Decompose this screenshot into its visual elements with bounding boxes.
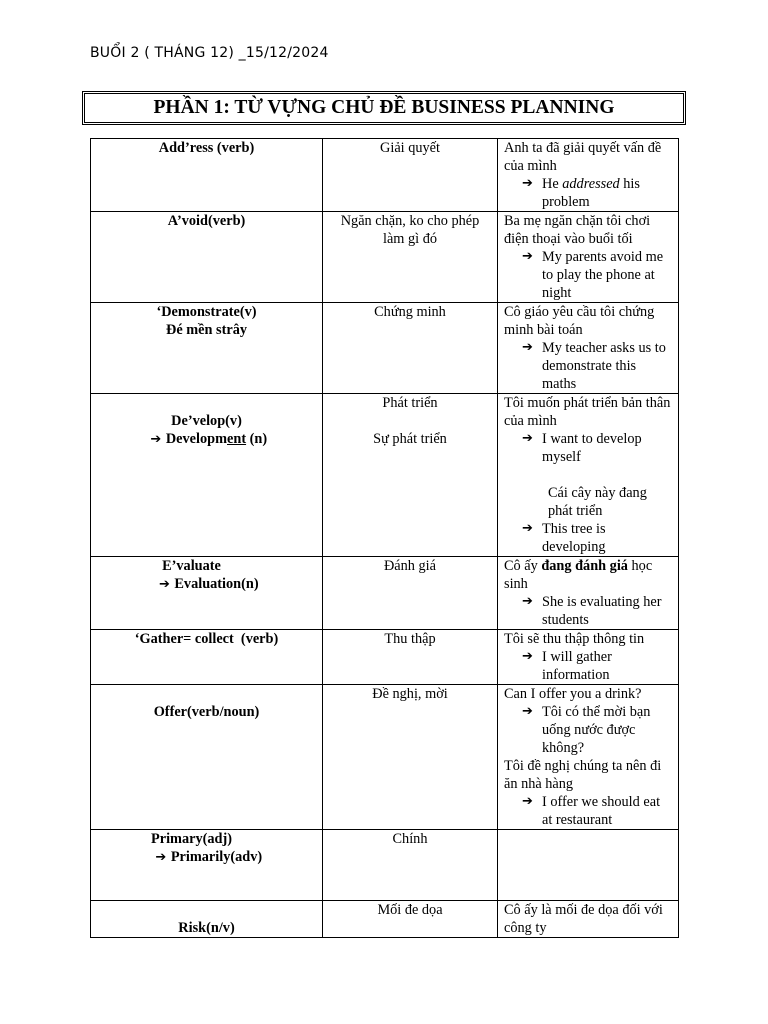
example-en-part: He — [542, 176, 563, 192]
meaning-cell — [323, 830, 498, 901]
example-en-text: She is evaluating her students — [542, 594, 662, 628]
term-word: Add’ress (verb) — [158, 140, 255, 156]
term-word: Risk(n/v) — [178, 920, 235, 936]
example-vi: Cái cây này đang phát triển — [548, 485, 647, 519]
section-title — [84, 93, 684, 123]
meaning-text: Đánh giá — [383, 558, 436, 574]
example-vi: Tôi đề nghị chúng ta nên đi ăn nhà hàng — [504, 758, 662, 792]
meaning-text: Mối đe dọa — [377, 902, 443, 918]
example-cell — [498, 901, 679, 938]
arrow-right-icon: ➔ — [522, 431, 533, 446]
example-en — [504, 593, 672, 629]
meaning-cell — [323, 303, 498, 394]
arrow-right-icon: ➔ — [150, 432, 162, 447]
term-cell — [91, 394, 323, 557]
meaning-cell — [323, 685, 498, 830]
table-row — [91, 394, 679, 557]
example-vi: Tôi sẽ thu thập thông tin — [504, 631, 645, 647]
term-derivative-text: Evaluation(n) — [174, 576, 259, 592]
arrow-right-icon: ➔ — [522, 649, 533, 664]
example-vi-part: học sinh — [504, 558, 653, 592]
example-en — [504, 648, 672, 684]
arrow-right-icon: ➔ — [522, 340, 533, 355]
example-en: Can I offer you a drink? — [504, 686, 642, 702]
example-en — [504, 430, 672, 466]
example-vi — [504, 557, 672, 593]
meaning-text: Đề nghị, mời — [372, 686, 448, 702]
meaning-text: Chứng minh — [374, 304, 446, 320]
term-cell — [91, 557, 323, 630]
meaning-cell — [323, 212, 498, 303]
meaning-text: Phát triển — [382, 395, 438, 411]
arrow-right-icon: ➔ — [155, 850, 167, 865]
example-vi-text: Tôi có thể mời bạn uống nước được không? — [542, 704, 651, 756]
example-en — [504, 248, 672, 302]
example-vi — [504, 703, 672, 757]
example-en-emphasis: addressed — [562, 176, 620, 192]
example-cell — [498, 212, 679, 303]
example-en — [504, 339, 672, 393]
term-cell — [91, 212, 323, 303]
term-derivative-text: Primarily(adv) — [170, 849, 263, 865]
term-derivative-part: Developm — [165, 431, 228, 447]
meaning-cell — [323, 139, 498, 212]
example-vi: Anh ta đã giải quyết vấn đề của mình — [504, 140, 662, 174]
term-derivative — [97, 430, 316, 449]
meaning-text: Giải quyết — [380, 140, 440, 156]
term-cell — [91, 830, 323, 901]
example-vi-emphasis: đang đánh giá — [541, 558, 628, 574]
term-cell — [91, 630, 323, 685]
term-word: ‘Gather= collect (verb) — [134, 631, 279, 647]
example-en-text: I want to develop myself — [542, 431, 642, 465]
example-vi: Tôi muốn phát triển bản thân của mình — [504, 395, 671, 429]
meaning-text: Thu thập — [384, 631, 436, 647]
arrow-right-icon: ➔ — [522, 521, 533, 536]
table-row — [91, 303, 679, 394]
meaning-cell — [323, 901, 498, 938]
term-word: Offer(verb/noun) — [153, 704, 260, 720]
arrow-right-icon: ➔ — [522, 794, 533, 809]
arrow-right-icon: ➔ — [522, 176, 533, 191]
example-cell — [498, 830, 679, 901]
example-en-text: This tree is developing — [542, 521, 606, 555]
term-word: A’void(verb) — [167, 213, 246, 229]
table-row — [91, 139, 679, 212]
example-en-part: his problem — [542, 176, 640, 210]
meaning-cell — [323, 394, 498, 557]
example-vi: Cô giáo yêu cầu tôi chứng minh bài toán — [504, 304, 655, 338]
term-cell — [91, 139, 323, 212]
example-vi: Ba mẹ ngăn chặn tôi chơi điện thoại vào buổi tối — [504, 213, 651, 247]
section-title-text: PHẦN 1: TỪ VỰNG CHỦ ĐỀ BUSINESS PLANNING — [153, 97, 615, 118]
term-cell — [91, 901, 323, 938]
example-en — [504, 175, 672, 211]
example-en-text: I offer we should eat at restaurant — [542, 794, 661, 828]
term-word: Primary(adj) — [151, 831, 232, 847]
example-cell — [498, 139, 679, 212]
example-en — [504, 520, 672, 556]
term-cell — [91, 685, 323, 830]
arrow-right-icon: ➔ — [522, 249, 533, 264]
arrow-right-icon: ➔ — [522, 594, 533, 609]
arrow-right-icon: ➔ — [522, 704, 533, 719]
table-row — [91, 901, 679, 938]
session-header: BUỔI 2 ( THÁNG 12) _15/12/2024 — [90, 45, 329, 61]
meaning-cell — [323, 557, 498, 630]
example-en-text: I will gather information — [542, 649, 612, 683]
vocabulary-table — [90, 138, 679, 938]
example-cell — [498, 557, 679, 630]
example-cell — [498, 303, 679, 394]
meaning-cell — [323, 630, 498, 685]
table-row — [91, 212, 679, 303]
term-word: E’valuate — [162, 558, 221, 574]
term-derivative-suffix: ent — [227, 431, 247, 447]
example-en-text: My parents avoid me to play the phone at night — [542, 249, 664, 301]
term-cell — [91, 303, 323, 394]
table-row — [91, 630, 679, 685]
table-row — [91, 685, 679, 830]
example-cell — [498, 394, 679, 557]
example-vi: Cô ấy là mối đe dọa đối với công ty — [504, 902, 663, 936]
term-derivative — [97, 575, 316, 594]
example-vi-part: Cô ấy — [504, 558, 542, 574]
example-en-text: My teacher asks us to demonstrate this maths — [542, 340, 666, 392]
example-cell — [498, 630, 679, 685]
example-en — [504, 793, 672, 829]
meaning-text: Chính — [392, 831, 428, 847]
example-cell — [498, 685, 679, 830]
term-word: De’velop(v) — [171, 413, 242, 429]
table-row — [91, 557, 679, 630]
term-derivative — [97, 848, 316, 867]
arrow-right-icon: ➔ — [158, 577, 170, 592]
term-derivative-part: (n) — [246, 431, 268, 447]
meaning-text: Ngăn chặn, ko cho phép làm gì đó — [340, 213, 480, 247]
term-word: ‘Demonstrate(v) — [156, 304, 257, 320]
meaning-text: Sự phát triển — [373, 431, 447, 447]
table-row — [91, 830, 679, 901]
term-pronunciation: Đé mền strây — [166, 322, 247, 338]
